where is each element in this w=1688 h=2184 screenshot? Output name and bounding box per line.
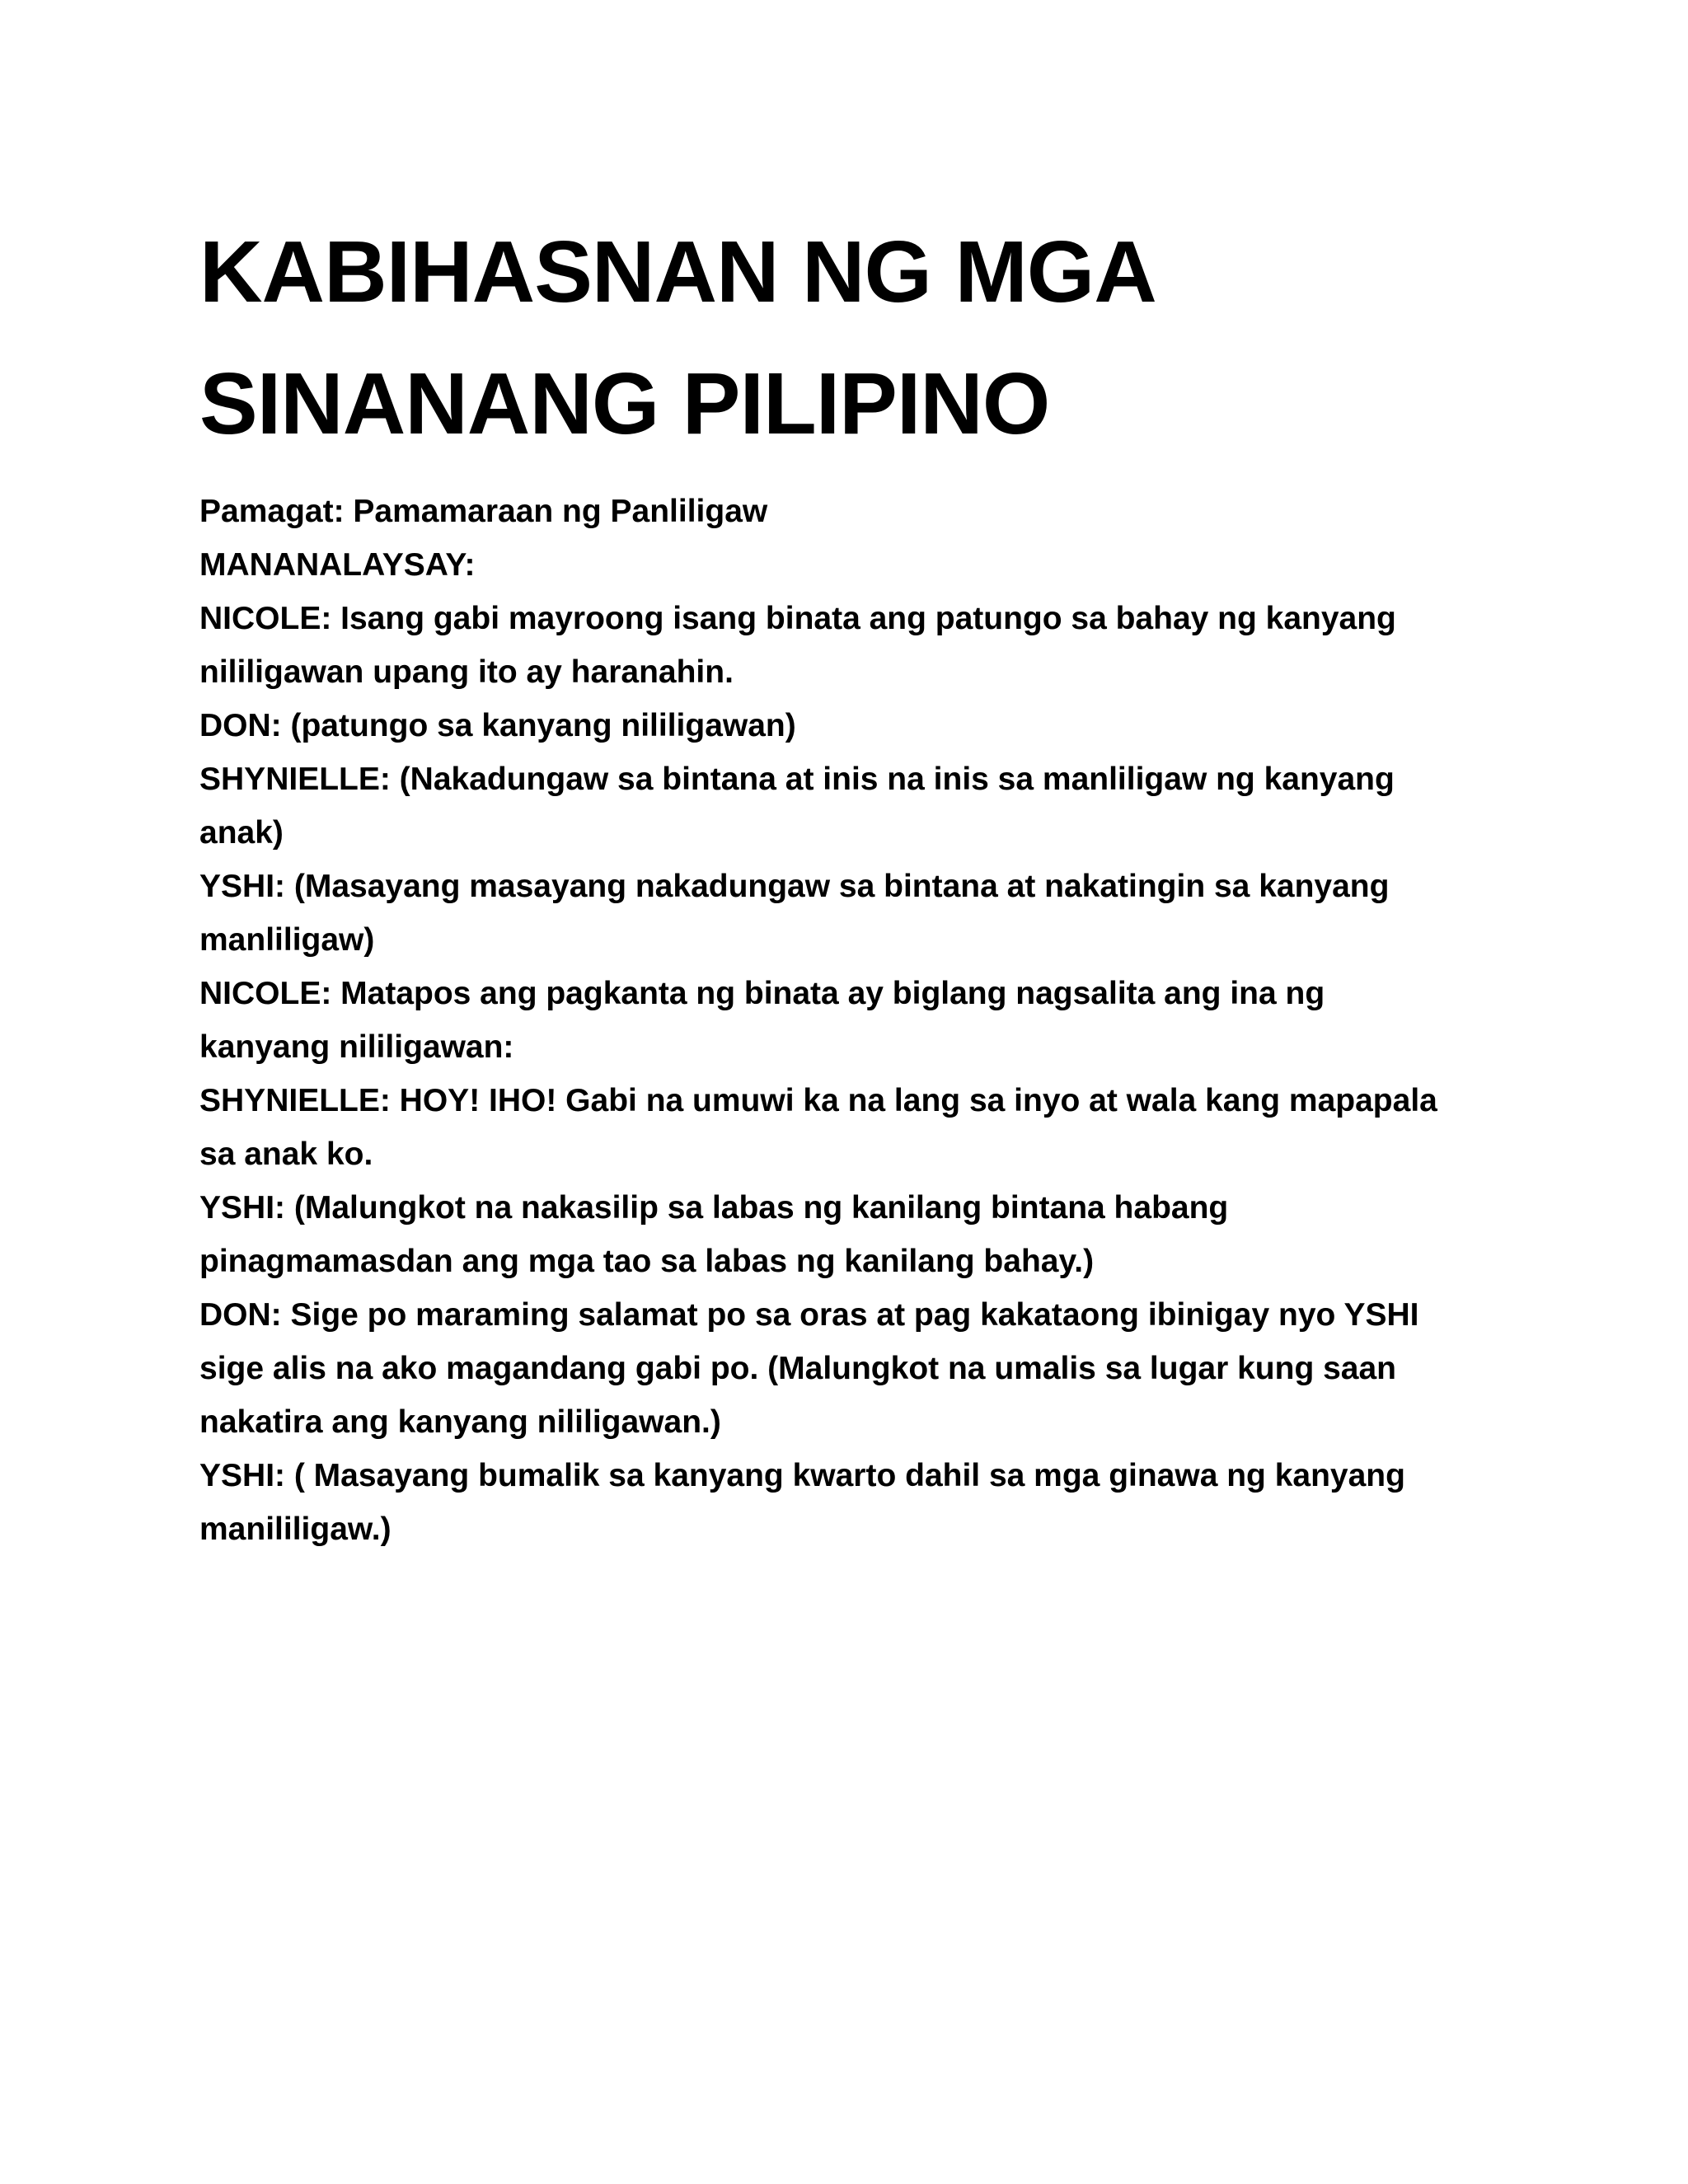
dialogue-line: sige alis na ako magandang gabi po. (Malungkot na umalis sa lugar kung saan: [199, 1351, 1396, 1386]
dialogue-line: DON: Sige po maraming salamat po sa oras at pag kakataong ibinigay nyo YSHI: [199, 1297, 1419, 1333]
dialogue-line: sa anak ko.: [199, 1137, 373, 1172]
subtitle-line: Pamagat: Pamamaraan ng Panliligaw: [199, 494, 768, 529]
title-line-1: KABIHASNAN NG MGA: [199, 223, 1156, 321]
dialogue-line: NICOLE: Isang gabi mayroong isang binata ang patungo sa bahay ng kanyang: [199, 601, 1396, 636]
dialogue-line: YSHI: (Malungkot na nakasilip sa labas ng kanilang bintana habang: [199, 1190, 1229, 1226]
dialogue-line: nakatira ang kanyang nililigawan.): [199, 1404, 721, 1440]
dialogue-line: SHYNIELLE: (Nakadungaw sa bintana at inis na inis sa manliligaw ng kanyang: [199, 762, 1395, 797]
dialogue-line: SHYNIELLE: HOY! IHO! Gabi na umuwi ka na lang sa inyo at wala kang mapapala: [199, 1083, 1437, 1118]
dialogue-line: DON: (patungo sa kanyang nililigawan): [199, 708, 796, 743]
narrator-heading: MANANALAYSAY:: [199, 547, 476, 583]
script-body: [199, 485, 1535, 1556]
dialogue-line: YSHI: (Masayang masayang nakadungaw sa bintana at nakatingin sa kanyang: [199, 869, 1390, 904]
dialogue-line: manliligaw): [199, 922, 375, 958]
dialogue-line: manililigaw.): [199, 1511, 392, 1547]
document-content: [199, 206, 1535, 1556]
dialogue-line: nililigawan upang ito ay haranahin.: [199, 654, 734, 690]
title-line-2: SINANANG PILIPINO: [199, 355, 1050, 452]
document-title: [199, 206, 1535, 470]
dialogue-line: NICOLE: Matapos ang pagkanta ng binata ay biglang nagsalita ang ina ng: [199, 976, 1325, 1011]
dialogue-line: kanyang nililigawan:: [199, 1029, 514, 1065]
dialogue-line: YSHI: ( Masayang bumalik sa kanyang kwarto dahil sa mga ginawa ng kanyang: [199, 1458, 1405, 1493]
dialogue-line: pinagmamasdan ang mga tao sa labas ng kanilang bahay.): [199, 1244, 1095, 1279]
dialogue-line: anak): [199, 815, 284, 851]
